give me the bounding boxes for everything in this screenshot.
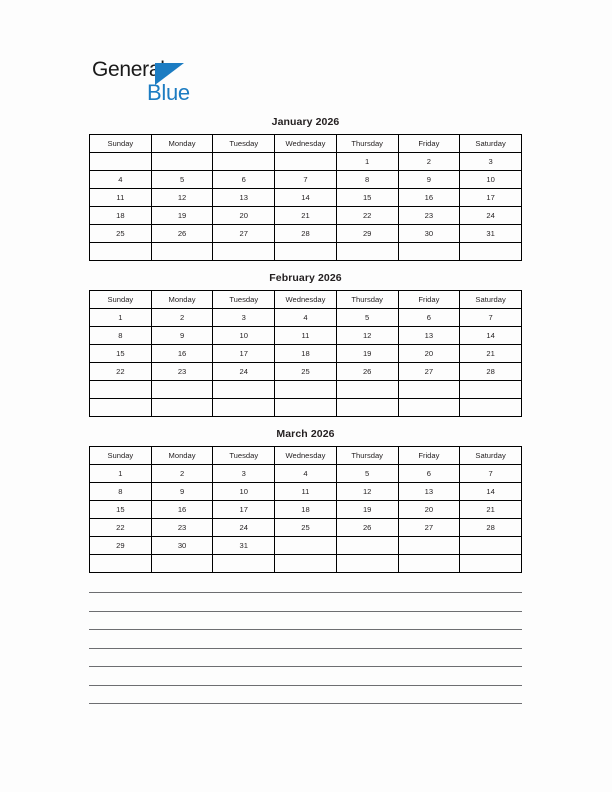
calendar-day-cell[interactable]: 25: [275, 519, 337, 537]
calendar-day-cell[interactable]: 6: [398, 309, 460, 327]
calendar-day-cell[interactable]: 8: [90, 483, 152, 501]
calendar-day-cell[interactable]: 19: [151, 207, 213, 225]
calendar-day-cell-empty: [151, 555, 213, 573]
calendar-day-cell-empty: [90, 153, 152, 171]
calendar-week-row: [90, 207, 522, 225]
calendar-day-cell[interactable]: 13: [398, 327, 460, 345]
note-line: [89, 685, 522, 686]
calendar-day-cell[interactable]: 13: [398, 483, 460, 501]
calendar-day-cell[interactable]: 8: [336, 171, 398, 189]
calendar-week-row: [90, 555, 522, 573]
calendar-day-cell[interactable]: 16: [151, 501, 213, 519]
calendar-day-cell[interactable]: 5: [336, 309, 398, 327]
calendar-day-cell-empty: [275, 153, 337, 171]
calendar-day-cell[interactable]: 5: [336, 465, 398, 483]
calendar-day-cell[interactable]: 26: [336, 519, 398, 537]
calendar-day-cell[interactable]: 16: [151, 345, 213, 363]
calendar-day-cell-empty: [460, 555, 522, 573]
calendar-day-cell[interactable]: 10: [213, 327, 275, 345]
note-line: [89, 629, 522, 630]
calendar-week-row: [90, 381, 522, 399]
calendar-day-cell-empty: [213, 153, 275, 171]
calendar-day-cell-empty: [275, 555, 337, 573]
calendar-week-row: [90, 465, 522, 483]
calendar-day-cell[interactable]: 11: [275, 483, 337, 501]
weekday-header-thursday: Thursday: [336, 135, 398, 153]
calendar-day-cell-empty: [213, 381, 275, 399]
calendar-table-january: [89, 134, 522, 261]
calendar-day-cell[interactable]: 21: [460, 501, 522, 519]
weekday-header-saturday: Saturday: [460, 135, 522, 153]
calendar-week-row: [90, 327, 522, 345]
calendar-week-row: [90, 153, 522, 171]
calendar-day-cell[interactable]: 17: [213, 345, 275, 363]
calendar-day-cell[interactable]: 18: [90, 207, 152, 225]
note-line: [89, 703, 522, 704]
calendar-day-cell-empty: [90, 381, 152, 399]
month-title: January 2026: [271, 116, 340, 128]
calendar-day-cell[interactable]: 26: [336, 363, 398, 381]
calendar-week-row: [90, 363, 522, 381]
calendar-day-cell[interactable]: 20: [213, 207, 275, 225]
month-block-march: [89, 428, 522, 573]
calendar-day-cell-empty: [275, 399, 337, 417]
calendar-day-cell[interactable]: 17: [460, 189, 522, 207]
calendar-table-february: [89, 290, 522, 417]
calendar-day-cell-empty: [151, 243, 213, 261]
calendar-day-cell-empty: [398, 381, 460, 399]
weekday-header-row: [90, 291, 522, 309]
calendar-day-cell[interactable]: 22: [90, 519, 152, 537]
calendar-table-march: [89, 446, 522, 573]
calendar-day-cell-empty: [275, 243, 337, 261]
calendar-day-cell[interactable]: 4: [275, 309, 337, 327]
calendar-day-cell-empty: [275, 381, 337, 399]
calendar-day-cell[interactable]: 15: [90, 345, 152, 363]
note-line: [89, 611, 522, 612]
calendar-day-cell[interactable]: 30: [151, 537, 213, 555]
calendar-day-cell-empty: [398, 537, 460, 555]
weekday-header-friday: Friday: [398, 291, 460, 309]
calendar-day-cell[interactable]: 16: [398, 189, 460, 207]
calendar-day-cell-empty: [151, 381, 213, 399]
calendar-day-cell[interactable]: 20: [398, 345, 460, 363]
calendar-day-cell[interactable]: 15: [90, 501, 152, 519]
calendar-day-cell-empty: [460, 243, 522, 261]
calendar-day-cell[interactable]: 19: [336, 501, 398, 519]
weekday-header-tuesday: Tuesday: [213, 291, 275, 309]
weekday-header-sunday: Sunday: [90, 447, 152, 465]
calendar-body-march: [90, 465, 522, 573]
weekday-header-wednesday: Wednesday: [275, 447, 337, 465]
calendar-week-row: [90, 309, 522, 327]
weekday-header-row: [90, 447, 522, 465]
calendar-day-cell[interactable]: 7: [275, 171, 337, 189]
calendar-day-cell-empty: [90, 243, 152, 261]
month-title: March 2026: [276, 428, 335, 440]
calendar-day-cell-empty: [151, 399, 213, 417]
weekday-header-thursday: Thursday: [336, 447, 398, 465]
weekday-header-monday: Monday: [151, 447, 213, 465]
weekday-header-tuesday: Tuesday: [213, 447, 275, 465]
logo-text-general: General: [92, 58, 165, 81]
calendar-day-cell-empty: [398, 399, 460, 417]
calendar-day-cell[interactable]: 10: [460, 171, 522, 189]
calendar-day-cell[interactable]: 7: [460, 309, 522, 327]
calendar-day-cell[interactable]: 3: [213, 309, 275, 327]
weekday-header-wednesday: Wednesday: [275, 135, 337, 153]
calendar-day-cell[interactable]: 14: [460, 483, 522, 501]
calendar-day-cell[interactable]: 6: [213, 171, 275, 189]
calendar-day-cell[interactable]: 21: [460, 345, 522, 363]
calendar-day-cell[interactable]: 18: [275, 501, 337, 519]
calendar-week-row: [90, 399, 522, 417]
calendar-day-cell[interactable]: 22: [336, 207, 398, 225]
calendar-day-cell[interactable]: 17: [213, 501, 275, 519]
note-line: [89, 666, 522, 667]
weekday-header-tuesday: Tuesday: [213, 135, 275, 153]
weekday-header-saturday: Saturday: [460, 291, 522, 309]
calendar-day-cell[interactable]: 1: [90, 309, 152, 327]
calendar-day-cell[interactable]: 14: [460, 327, 522, 345]
calendar-day-cell-empty: [336, 399, 398, 417]
calendar-day-cell[interactable]: 14: [275, 189, 337, 207]
calendar-day-cell[interactable]: 24: [213, 363, 275, 381]
calendar-day-cell-empty: [275, 537, 337, 555]
calendar-day-cell-empty: [213, 399, 275, 417]
calendar-day-cell[interactable]: 31: [460, 225, 522, 243]
calendar-day-cell-empty: [336, 243, 398, 261]
calendar-day-cell[interactable]: 24: [460, 207, 522, 225]
calendar-day-cell[interactable]: 11: [90, 189, 152, 207]
calendar-day-cell[interactable]: 29: [90, 537, 152, 555]
calendar-week-row: [90, 345, 522, 363]
calendar-day-cell[interactable]: 30: [398, 225, 460, 243]
calendar-day-cell-empty: [460, 381, 522, 399]
calendar-week-row: [90, 171, 522, 189]
calendar-day-cell[interactable]: 12: [151, 189, 213, 207]
calendar-day-cell[interactable]: 18: [275, 345, 337, 363]
calendar-day-cell[interactable]: 1: [336, 153, 398, 171]
calendar-day-cell-empty: [213, 243, 275, 261]
calendar-day-cell[interactable]: 7: [460, 465, 522, 483]
calendar-day-cell[interactable]: 8: [90, 327, 152, 345]
calendar-day-cell-empty: [460, 537, 522, 555]
calendar-day-cell[interactable]: 2: [151, 309, 213, 327]
calendar-week-row: [90, 225, 522, 243]
calendar-day-cell[interactable]: 12: [336, 483, 398, 501]
calendar-day-cell[interactable]: 9: [151, 327, 213, 345]
general-blue-logo: [92, 58, 212, 110]
calendar-day-cell[interactable]: 5: [151, 171, 213, 189]
calendar-day-cell[interactable]: 24: [213, 519, 275, 537]
calendar-week-row: [90, 501, 522, 519]
calendar-day-cell[interactable]: 27: [398, 363, 460, 381]
calendar-day-cell-empty: [398, 555, 460, 573]
calendar-day-cell-empty: [460, 399, 522, 417]
calendar-day-cell[interactable]: 12: [336, 327, 398, 345]
weekday-header-monday: Monday: [151, 135, 213, 153]
calendar-day-cell[interactable]: 2: [398, 153, 460, 171]
logo-text-blue: Blue: [147, 80, 190, 105]
note-line: [89, 648, 522, 649]
calendar-day-cell[interactable]: 10: [213, 483, 275, 501]
calendar-day-cell[interactable]: 23: [151, 363, 213, 381]
calendar-week-row: [90, 189, 522, 207]
calendar-day-cell[interactable]: 20: [398, 501, 460, 519]
calendar-day-cell[interactable]: 27: [213, 225, 275, 243]
calendar-day-cell[interactable]: 27: [398, 519, 460, 537]
calendar-day-cell[interactable]: 2: [151, 465, 213, 483]
calendar-day-cell[interactable]: 28: [460, 519, 522, 537]
calendar-week-row: [90, 537, 522, 555]
calendar-day-cell[interactable]: 21: [275, 207, 337, 225]
calendar-day-cell[interactable]: 13: [213, 189, 275, 207]
weekday-header-friday: Friday: [398, 447, 460, 465]
weekday-header-wednesday: Wednesday: [275, 291, 337, 309]
calendar-day-cell[interactable]: 19: [336, 345, 398, 363]
calendar-day-cell[interactable]: 22: [90, 363, 152, 381]
weekday-header-row: [90, 135, 522, 153]
calendar-week-row: [90, 483, 522, 501]
calendar-week-row: [90, 519, 522, 537]
weekday-header-monday: Monday: [151, 291, 213, 309]
calendar-day-cell[interactable]: 4: [275, 465, 337, 483]
calendar-day-cell-empty: [213, 555, 275, 573]
calendar-day-cell[interactable]: 23: [398, 207, 460, 225]
month-title: February 2026: [269, 272, 342, 284]
calendar-day-cell[interactable]: 6: [398, 465, 460, 483]
calendar-day-cell[interactable]: 1: [90, 465, 152, 483]
calendar-day-cell[interactable]: 23: [151, 519, 213, 537]
calendar-day-cell[interactable]: 11: [275, 327, 337, 345]
month-block-january: [89, 116, 522, 261]
calendar-week-row: [90, 243, 522, 261]
calendar-day-cell-empty: [336, 381, 398, 399]
calendar-day-cell[interactable]: 4: [90, 171, 152, 189]
calendar-day-cell[interactable]: 9: [398, 171, 460, 189]
calendar-day-cell[interactable]: 3: [213, 465, 275, 483]
notes-section: [89, 592, 522, 722]
calendar-day-cell[interactable]: 15: [336, 189, 398, 207]
calendar-day-cell[interactable]: 25: [275, 363, 337, 381]
calendar-day-cell-empty: [151, 153, 213, 171]
calendar-day-cell[interactable]: 9: [151, 483, 213, 501]
calendar-day-cell[interactable]: 28: [460, 363, 522, 381]
calendar-day-cell-empty: [336, 537, 398, 555]
weekday-header-saturday: Saturday: [460, 447, 522, 465]
calendar-day-cell[interactable]: 29: [336, 225, 398, 243]
note-line: [89, 592, 522, 593]
calendar-day-cell-empty: [90, 399, 152, 417]
calendar-day-cell-empty: [336, 555, 398, 573]
calendar-day-cell[interactable]: 31: [213, 537, 275, 555]
weekday-header-sunday: Sunday: [90, 135, 152, 153]
calendar-day-cell[interactable]: 28: [275, 225, 337, 243]
calendar-body-january: [90, 153, 522, 261]
calendar-body-february: [90, 309, 522, 417]
calendar-day-cell-empty: [90, 555, 152, 573]
weekday-header-thursday: Thursday: [336, 291, 398, 309]
calendar-day-cell[interactable]: 26: [151, 225, 213, 243]
calendar-day-cell[interactable]: 25: [90, 225, 152, 243]
weekday-header-friday: Friday: [398, 135, 460, 153]
calendar-day-cell[interactable]: 3: [460, 153, 522, 171]
calendar-day-cell-empty: [398, 243, 460, 261]
weekday-header-sunday: Sunday: [90, 291, 152, 309]
month-block-february: [89, 272, 522, 417]
